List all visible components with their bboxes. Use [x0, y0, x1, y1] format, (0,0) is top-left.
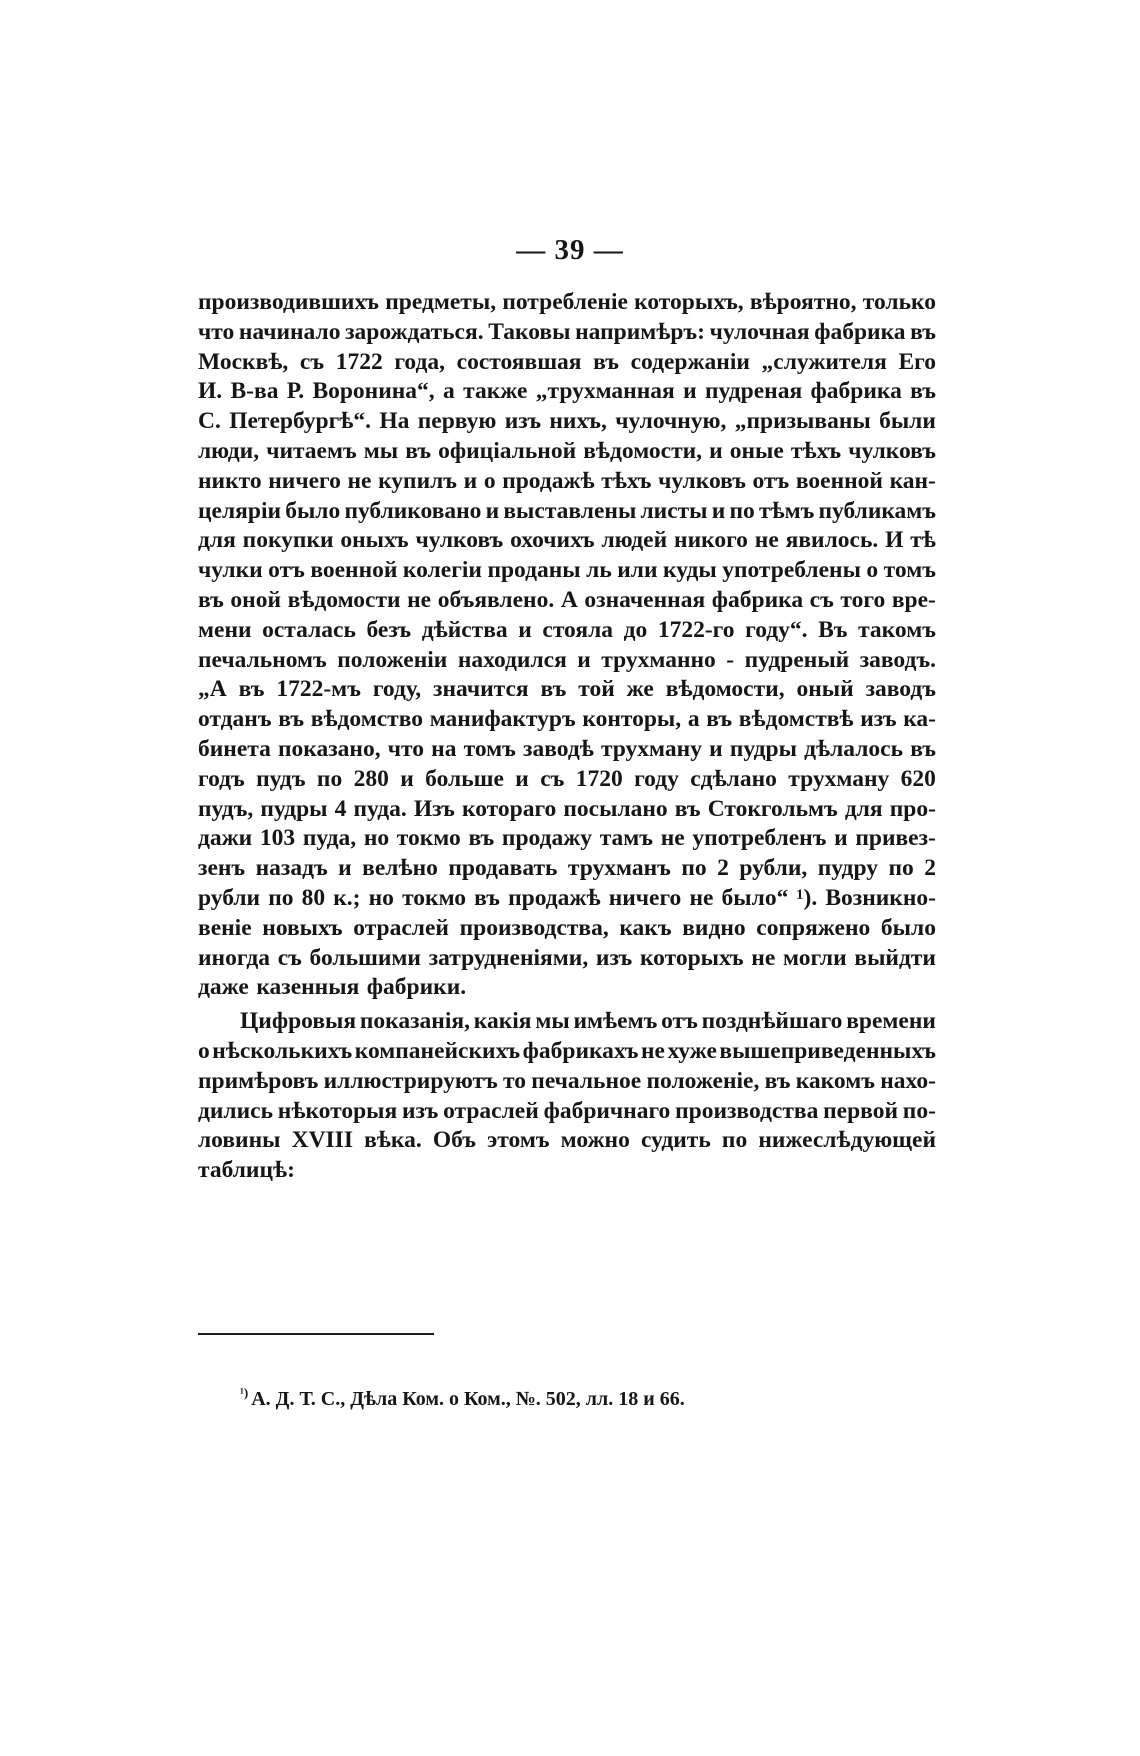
text-line: И. В-ва Р. Воронина“, а также „трухманная и пудреная фабрика въ [198, 378, 936, 405]
text-line: веніе новыхъ отраслей производства, какъ видно сопряжено было [198, 914, 936, 941]
text-line: въ оной вѣдомости не объявлено. А означенная фабрика съ того вре- [198, 586, 936, 613]
text-line: таблицѣ: [198, 1157, 295, 1184]
text-line: „А въ 1722-мъ году, значится въ той же вѣдомости, оный заводъ [198, 676, 936, 703]
paragraph [198, 288, 936, 1003]
text-line: иногда съ большими затрудненіями, изъ которыхъ не могли выйдти [198, 944, 936, 971]
text-line: бинета показано, что на томъ заводѣ трухману и пудры дѣлалось въ [198, 735, 936, 762]
text-line: люди, читаемъ мы въ офиціальной вѣдомости, и оные тѣхъ чулковъ [198, 437, 936, 464]
text-line: производившихъ предметы, потребленіе которыхъ, вѣроятно, только [198, 289, 936, 315]
page-number: — 39 — [516, 234, 624, 266]
text-line: ловины XVIII вѣка. Объ этомъ можно судить по нижеслѣдующей [198, 1127, 936, 1154]
text-line: даже казенныя фабрики. [198, 974, 467, 1001]
footnote-text: А. Д. Т. С., Дѣла Ком. о Ком., №. 502, лл. 18 и 66. [251, 1388, 685, 1410]
footnote-divider [198, 1333, 434, 1335]
text-line: дились нѣкоторыя изъ отраслей фабричнаго производства первой по- [198, 1097, 936, 1124]
text-line: никто ничего не купилъ и о продажѣ тѣхъ чулковъ отъ военной кан- [198, 467, 936, 494]
text-line: С. Петербургѣ“. На первую изъ нихъ, чулочную, „призываны были [198, 408, 936, 435]
text-line: примѣровъ иллюстрируютъ то печальное положеніе, въ какомъ нахо- [198, 1067, 936, 1094]
text-line: дажи 103 пуда, но токмо въ продажу тамъ не употребленъ и привез- [198, 825, 936, 852]
paragraph [198, 1007, 936, 1186]
body-text [198, 288, 936, 1186]
text-line: рубли по 80 к.; но токмо въ продажѣ ничего не было“ ¹). Возникно- [198, 884, 936, 911]
text-line: целяріи было публиковано и выставлены листы и по тѣмъ публикамъ [198, 497, 936, 524]
footnote-mark: ¹) [240, 1385, 249, 1400]
text-line: пудъ, пудры 4 пуда. Изъ котораго посылано въ Стокгольмъ для про- [198, 795, 936, 822]
text-line: отданъ въ вѣдомство манифактуръ конторы, а въ вѣдомствѣ изъ ка- [198, 706, 936, 733]
text-line: чулки отъ военной колегіи проданы ль или куды употреблены о томъ [198, 557, 936, 584]
text-line: зенъ назадъ и велѣно продавать трухманъ по 2 рубли, пудру по 2 [198, 855, 936, 882]
text-line: годъ пудъ по 280 и больше и съ 1720 году сдѣлано трухману 620 [198, 765, 936, 792]
text-line: о нѣсколькихъ компанейскихъ фабрикахъ не хуже вышеприведенныхъ [198, 1037, 936, 1064]
text-line: Москвѣ, съ 1722 года, состоявшая въ содержаніи „служителя Его [198, 348, 936, 375]
text-line: мени осталась безъ дѣйства и стояла до 1722-го году“. Въ такомъ [198, 616, 936, 643]
text-line: печальномъ положеніи находился и трухманно - пудреный заводъ. [198, 646, 936, 673]
text-line: Цифровыя показанія, какія мы имѣемъ отъ позднѣйшаго времени [240, 1008, 936, 1035]
text-line: для покупки оныхъ чулковъ охочихъ людей никого не явилось. И тѣ [198, 527, 936, 554]
footnote [240, 1386, 685, 1414]
text-line: что начинало зарождаться. Таковы напримѣръ: чулочная фабрика въ [198, 318, 936, 345]
